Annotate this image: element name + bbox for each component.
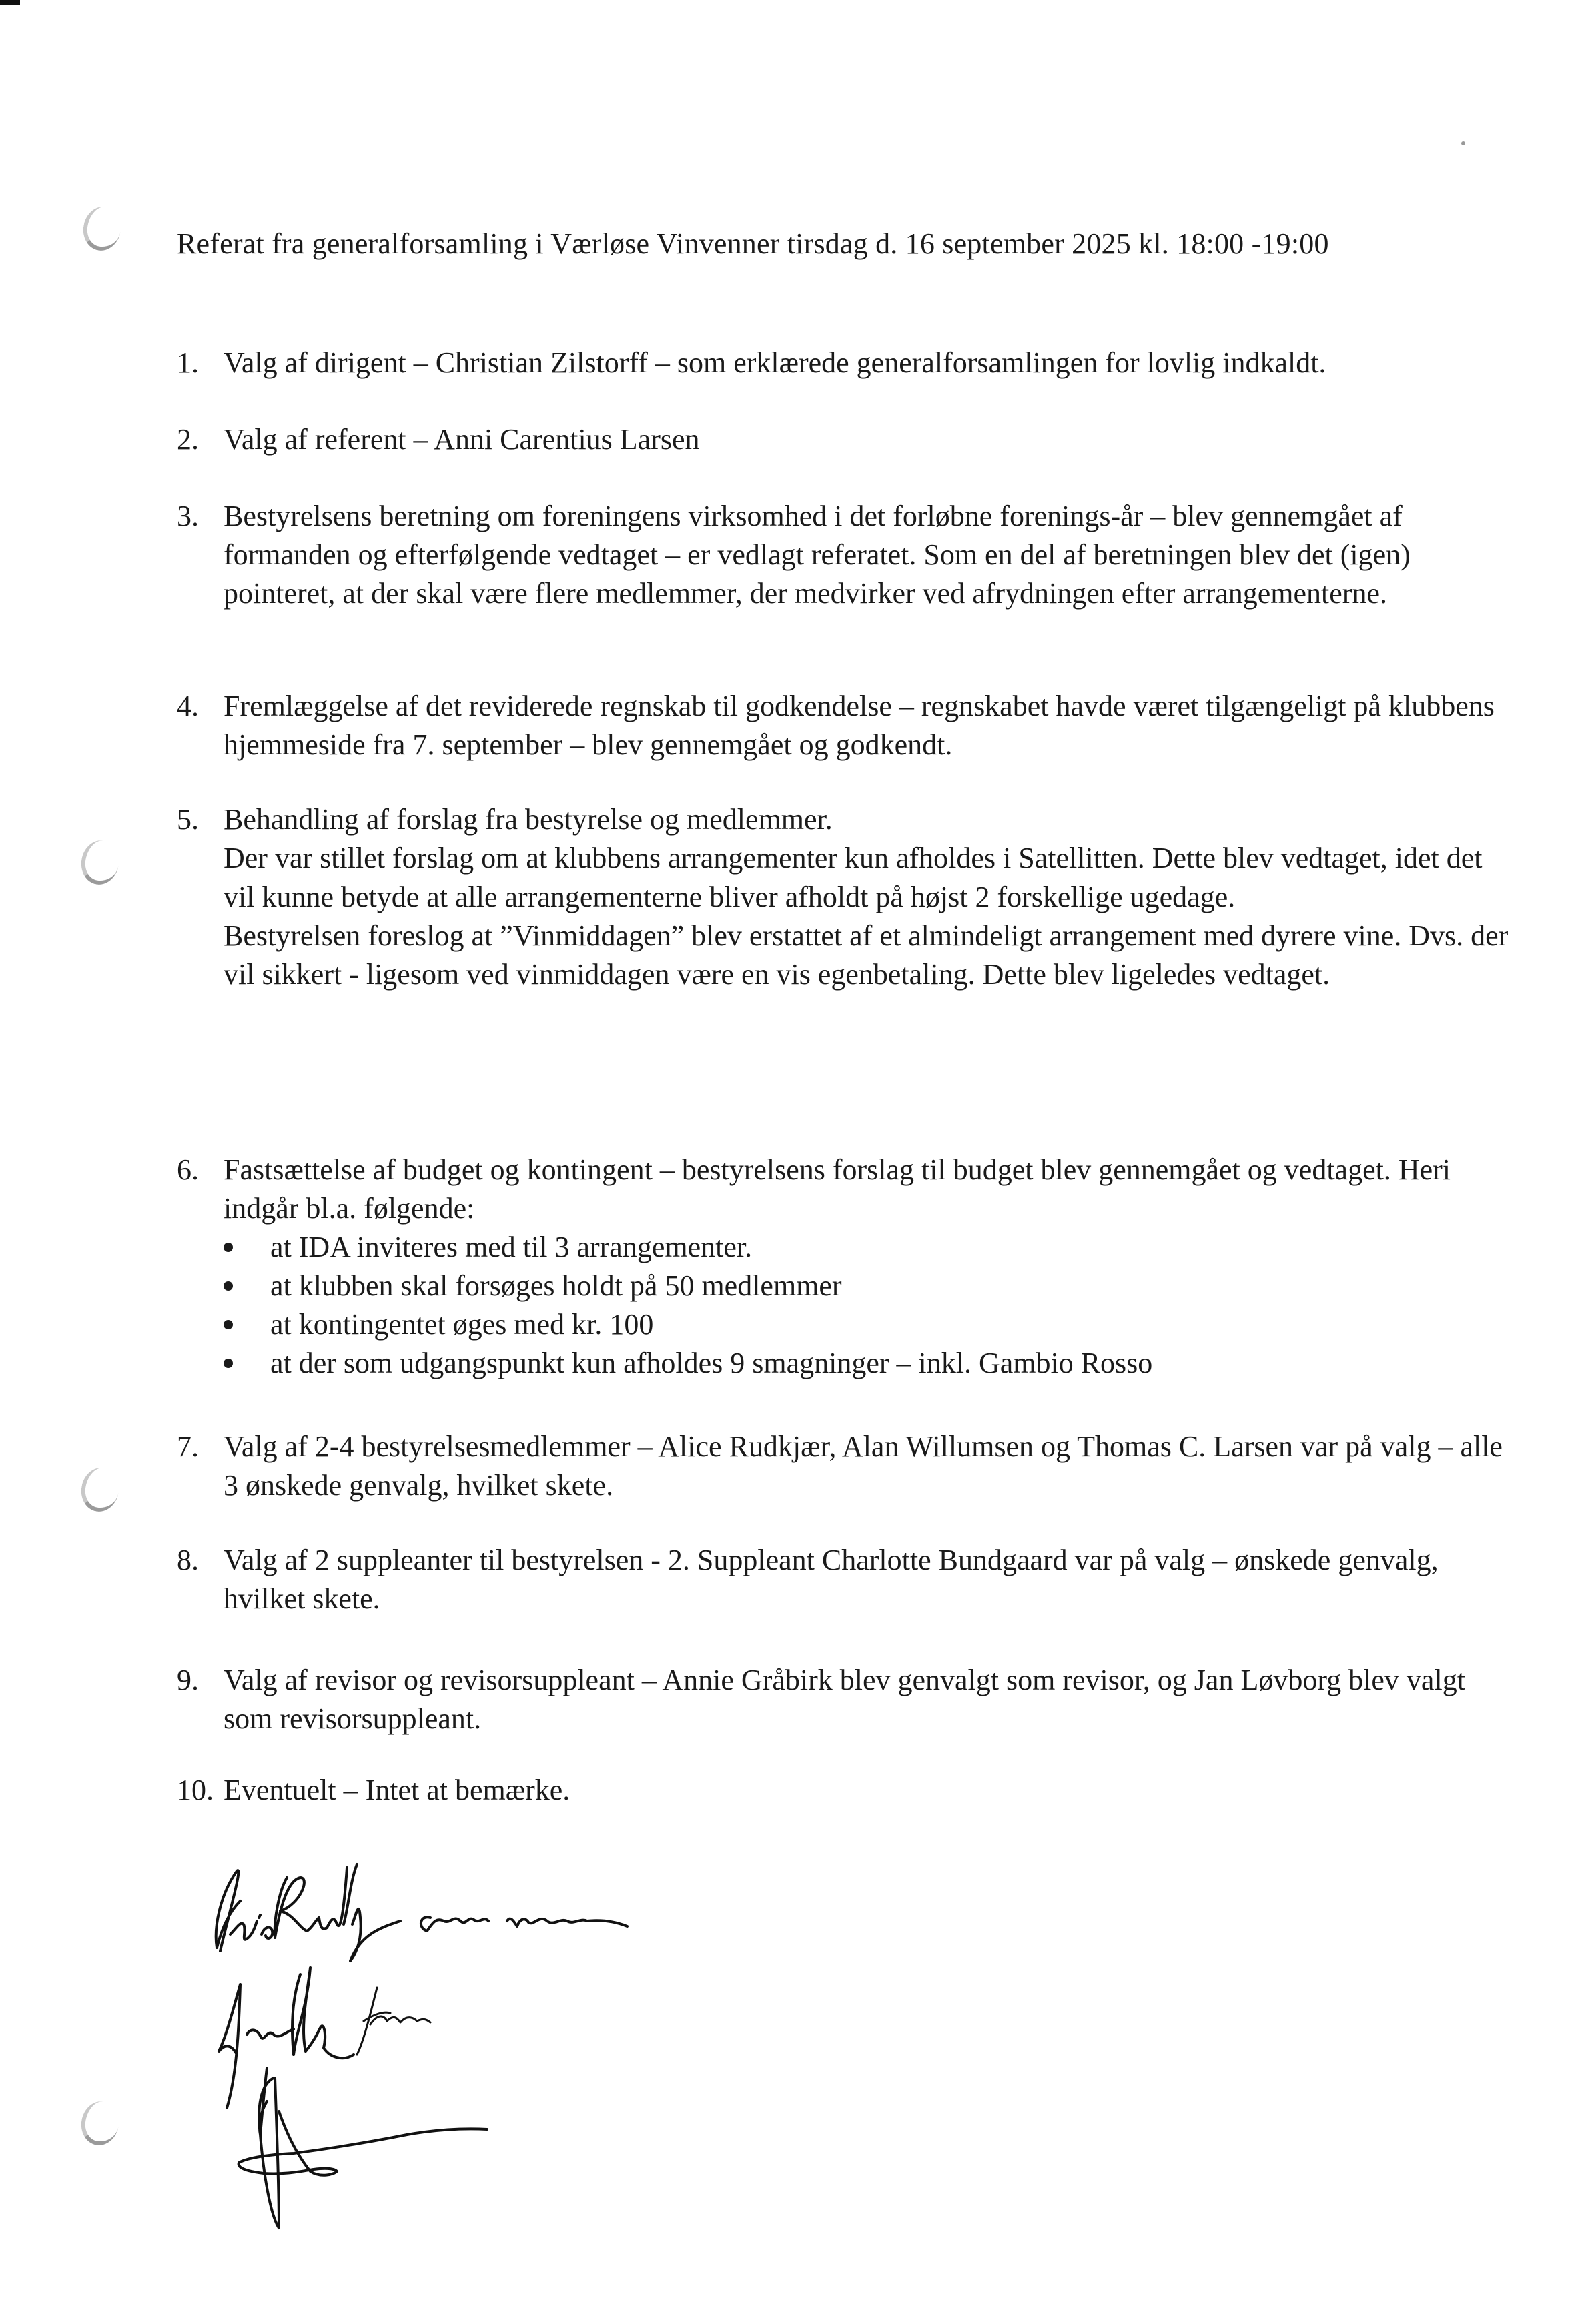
budget-bullet-list <box>224 1228 1511 1383</box>
agenda-item-7 <box>177 1427 1511 1505</box>
bullet-text: at kontingentet øges med kr. 100 <box>270 1308 654 1341</box>
bullet-text: at klubben skal forsøges holdt på 50 medlemmer <box>270 1269 842 1302</box>
punch-hole-mark <box>78 1465 123 1515</box>
item-text: Bestyrelsens beretning om foreningens virksomhed i det forløbne forenings-år – blev gennemgået af formanden og efterfølgende vedtaget – er vedlagt referatet. Som en del af beretningen blev det (igen) pointeret, at der skal være flere medlemmer, der medvirker ved afrydningen efter arrangementerne. <box>224 500 1411 610</box>
signature-second-annotation <box>357 1988 430 2055</box>
agenda-item-6 <box>177 1151 1511 1383</box>
punch-hole-mark <box>78 838 123 888</box>
item-number: 5. <box>177 803 199 836</box>
bullet-icon <box>224 1320 233 1329</box>
bullet-item <box>224 1344 1511 1383</box>
bullet-text: at der som udgangspunkt kun afholdes 9 smagninger – inkl. Gambio Rosso <box>270 1347 1153 1379</box>
signature-block <box>200 1854 1134 2321</box>
item-text: Valg af dirigent – Christian Zilstorff – som erklærede generalforsamlingen for lovlig indkaldt. <box>224 346 1326 379</box>
item-number: 2. <box>177 423 199 456</box>
punch-hole-mark <box>80 204 125 254</box>
item-text: Valg af revisor og revisorsuppleant – Annie Gråbirk blev genvalgt som revisor, og Jan Løvborg blev valgt som revisorsuppleant. <box>224 1664 1465 1735</box>
bullet-item <box>224 1305 1511 1344</box>
item-text: Eventuelt – Intet at bemærke. <box>224 1774 570 1806</box>
agenda-item-5 <box>177 800 1511 994</box>
punch-hole-mark <box>78 2099 123 2149</box>
signature-alice-rudkjaer <box>216 1864 400 1961</box>
bullet-icon <box>224 1243 233 1252</box>
item-text: Behandling af forslag fra bestyrelse og medlemmer. <box>224 803 833 836</box>
agenda-item-9 <box>177 1661 1511 1738</box>
bullet-item <box>224 1228 1511 1267</box>
agenda-item-10 <box>177 1771 1511 1810</box>
item-text: Valg af 2 suppleanter til bestyrelsen - 2. Suppleant Charlotte Bundgaard var på valg – ønskede genvalg, hvilket skete. <box>224 1544 1439 1615</box>
bullet-text: at IDA inviteres med til 3 arrangementer. <box>270 1231 753 1263</box>
document-title: Referat fra generalforsamling i Værløse Vinvenner tirsdag d. 16 september 2025 kl. 18:00 -19:00 <box>177 227 1329 260</box>
bullet-icon <box>224 1281 233 1291</box>
item-number: 1. <box>177 346 199 379</box>
item-number: 4. <box>177 690 199 722</box>
agenda-item-3 <box>177 497 1511 613</box>
item-number: 8. <box>177 1544 199 1576</box>
signature-third <box>239 2068 487 2228</box>
signature-alice-rudkjaer-suffix <box>421 1917 627 1931</box>
item-text: Valg af 2-4 bestyrelsesmedlemmer – Alice Rudkjær, Alan Willumsen og Thomas C. Larsen var på valg – alle 3 ønskede genvalg, hvilket skete. <box>224 1430 1503 1502</box>
item-number: 10. <box>177 1774 214 1806</box>
bullet-item <box>224 1267 1511 1305</box>
item-number: 3. <box>177 500 199 532</box>
item-number: 7. <box>177 1430 199 1463</box>
agenda-item-1 <box>177 344 1511 382</box>
item-text: Valg af referent – Anni Carentius Larsen <box>224 423 700 456</box>
scan-speck <box>1461 141 1465 145</box>
item-text: Fastsættelse af budget og kontingent – bestyrelsens forslag til budget blev gennemgået og vedtaget. Heri indgår bl.a. følgende: <box>224 1153 1451 1225</box>
agenda-item-4 <box>177 687 1511 764</box>
signatures-svg <box>200 1854 1134 2321</box>
agenda-item-8 <box>177 1541 1511 1618</box>
signature-second <box>219 1968 354 2108</box>
item-text: Bestyrelsen foreslog at ”Vinmiddagen” blev erstattet af et almindeligt arrangement med dyrere vine. Dvs. der vil sikkert - ligesom ved vinmiddagen være en vis egenbetaling. Dette blev ligeledes vedtaget. <box>224 919 1509 991</box>
item-number: 9. <box>177 1664 199 1696</box>
bullet-icon <box>224 1359 233 1368</box>
item-number: 6. <box>177 1153 199 1186</box>
scan-corner-mark <box>0 0 20 5</box>
item-text: Der var stillet forslag om at klubbens arrangementer kun afholdes i Satellitten. Dette blev vedtaget, idet det vil kunne betyde at alle arrangementerne bliver afholdt på højst 2 forskellige ugedage. <box>224 842 1483 913</box>
item-text: Fremlæggelse af det reviderede regnskab til godkendelse – regnskabet havde været tilgængeligt på klubbens hjemmeside fra 7. september – blev gennemgået og godkendt. <box>224 690 1495 761</box>
agenda-item-2 <box>177 420 1511 459</box>
